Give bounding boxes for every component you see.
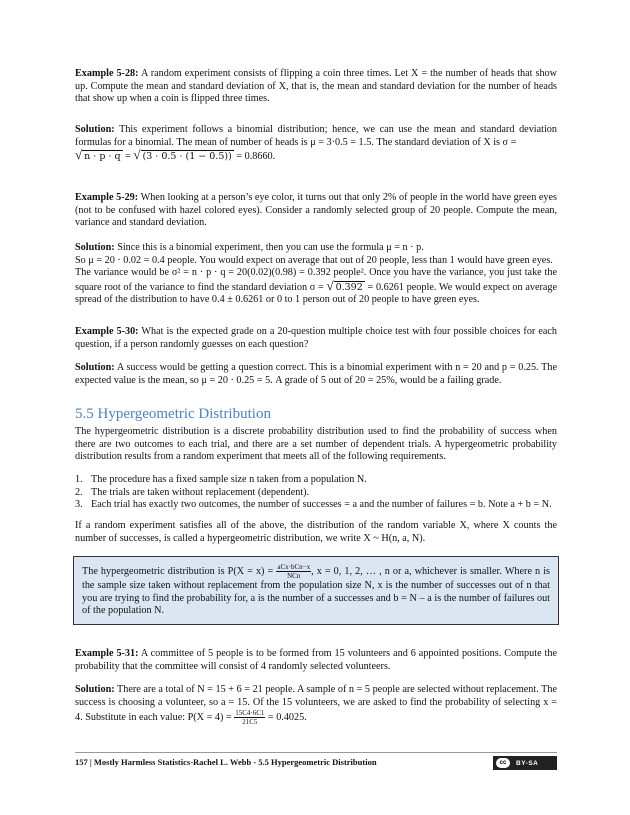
example-text: When looking at a person’s eye color, it turns out that only 2% of people in the world have green eyes (not to be confused with hazel colored eyes). Consider a randomly selected group of 20 people. Compute the mean, variance and standard deviation. [75,192,558,228]
sqrt-calc: √ (3 · 0.5 · (1 − 0.5)) [133,147,232,162]
example-text: A committee of 5 people is to be formed from 15 volunteers and 6 appointed positions. Compute the probability that the committee will consist of 4 randomly selected volunteers. [75,648,557,672]
solution-line-1: Since this is a binomial experiment, then you can use the formula μ = n · p. [114,242,424,253]
solution-5-31 [75,684,557,726]
example-5-28 [75,68,557,106]
equals-sign: = [122,151,134,162]
list-item: 3. Each trial has exactly two outcomes, the number of successes = a and the number of failures = b. Note a + b = N. [75,499,552,510]
solution-line-3: The variance would be σ² = n · p · q = 20(0.02)(0.98) = 0.392 people². Once you have the variance, you just take the square root of the variance to find the standard deviation σ = [75,267,557,293]
section-after-list: If a random experiment satisfies all of the above, the distribution of the random variable X, where X counts the number of successes, is called a hypergeometric distribution, we write X ~ H(n, a, N). [75,520,557,544]
example-5-31 [75,648,557,673]
solution-text: A success would be getting a question correct. This is a binomial experiment with n = 20 and p = 0.25. The expected value is the mean, so μ = 20 · 0.25 = 5. A grade of 5 out of 20 = 25%, would be a failing grade. [75,362,557,386]
solution-label: Solution: [75,684,115,695]
list-item: 1. The procedure has a fixed sample size n taken from a population N. [75,474,367,485]
example-text: A random experiment consists of flipping a coin three times. Let X = the number of heads that show up. Compute the mean and standard deviation of X, that is, the mean and standard deviation for the number of heads that show up when a coin is flipped three times. [75,68,557,104]
solution-label: Solution: [75,362,115,373]
section-heading: 5.5 Hypergeometric Distribution [75,406,271,422]
example-label: Example 5-29: [75,192,139,203]
example-label: Example 5-31: [75,648,139,659]
license-label: BY-SA [516,759,539,767]
cc-icon: cc [496,758,510,768]
example-text: What is the expected grade on a 20-question multiple choice test with four possible choices for each question, if a person randomly guesses on each question? [75,326,557,350]
solution-result: = 0.8660. [233,151,276,162]
solution-label: Solution: [75,242,115,253]
list-item: 2. The trials are taken without replacement (dependent). [75,486,310,498]
sqrt-npq: √ n · p · q [75,147,121,162]
probability-fraction: $\frac{15C4\cdot 6C1}{21C5}$ [235,709,265,726]
example-label: Example 5-28: [75,68,139,79]
solution-label: Solution: [75,124,115,135]
solution-result: = 0.4025. [265,711,307,723]
solution-5-29 [75,242,557,307]
footer-text: 157 | Mostly Harmless Statistics-Rachel L. Webb - 5.5 Hypergeometric Distribution [75,757,377,767]
box-text-post: , x = 0, 1, 2, … , n or a, whichever is smaller. Where n is the sample size taken without replacement from the population size N, x is the number of successes out of n that you are trying to find the probability for, a is the number of a successes and b = N – a is the number of failures out of the population N. [82,565,550,616]
definition-box [73,556,559,625]
requirements-list [75,474,557,512]
solution-line-3b: = 0.6261 people. We would expect on average spread of the distribution to have 0.4 ± 0.6261 or 0 to 1 person out of 20 people to have green eyes. [75,281,557,305]
solution-text: There are a total of N = 15 + 6 = 21 people. A sample of n = 5 people are selected without replacement. The success is choosing a volunteer, so a = 15. Of the 15 volunteers, we are asked to find the probability of selecting x = 4. Substitute in each value: P(X = 4) = [75,684,557,723]
solution-5-28 [75,124,557,164]
example-5-29 [75,192,557,230]
solution-5-30 [75,362,557,387]
hypergeometric-fraction: $\frac{\text{aCx·bCn−x}}{\text{NCn}}$ [277,563,311,580]
section-intro: The hypergeometric distribution is a discrete probability distribution used to find the probability of success when there are two outcomes to each trial, and there are a set number of dependent trials. A hypergeometric probability distribution results from a random experiment that meets all of the following requirements. [75,426,557,462]
cc-by-sa-badge [493,756,557,770]
sqrt-variance: √ 0.392 [326,277,363,293]
box-text-pre: The hypergeometric distribution is P(X = x) = [82,565,277,577]
solution-text: This experiment follows a binomial distribution; hence, we can use the mean and standard deviation formulas for a binomial. The mean of number of heads is μ = 3·0.5 = 1.5. The standard deviation of X is σ = [75,124,557,148]
example-5-30 [75,326,557,351]
solution-line-2: So μ = 20 · 0.02 = 0.4 people. You would expect on average that out of 20 people, less than 1 would have green eyes. [75,254,553,266]
page-footer [75,752,557,767]
example-label: Example 5-30: [75,326,139,337]
